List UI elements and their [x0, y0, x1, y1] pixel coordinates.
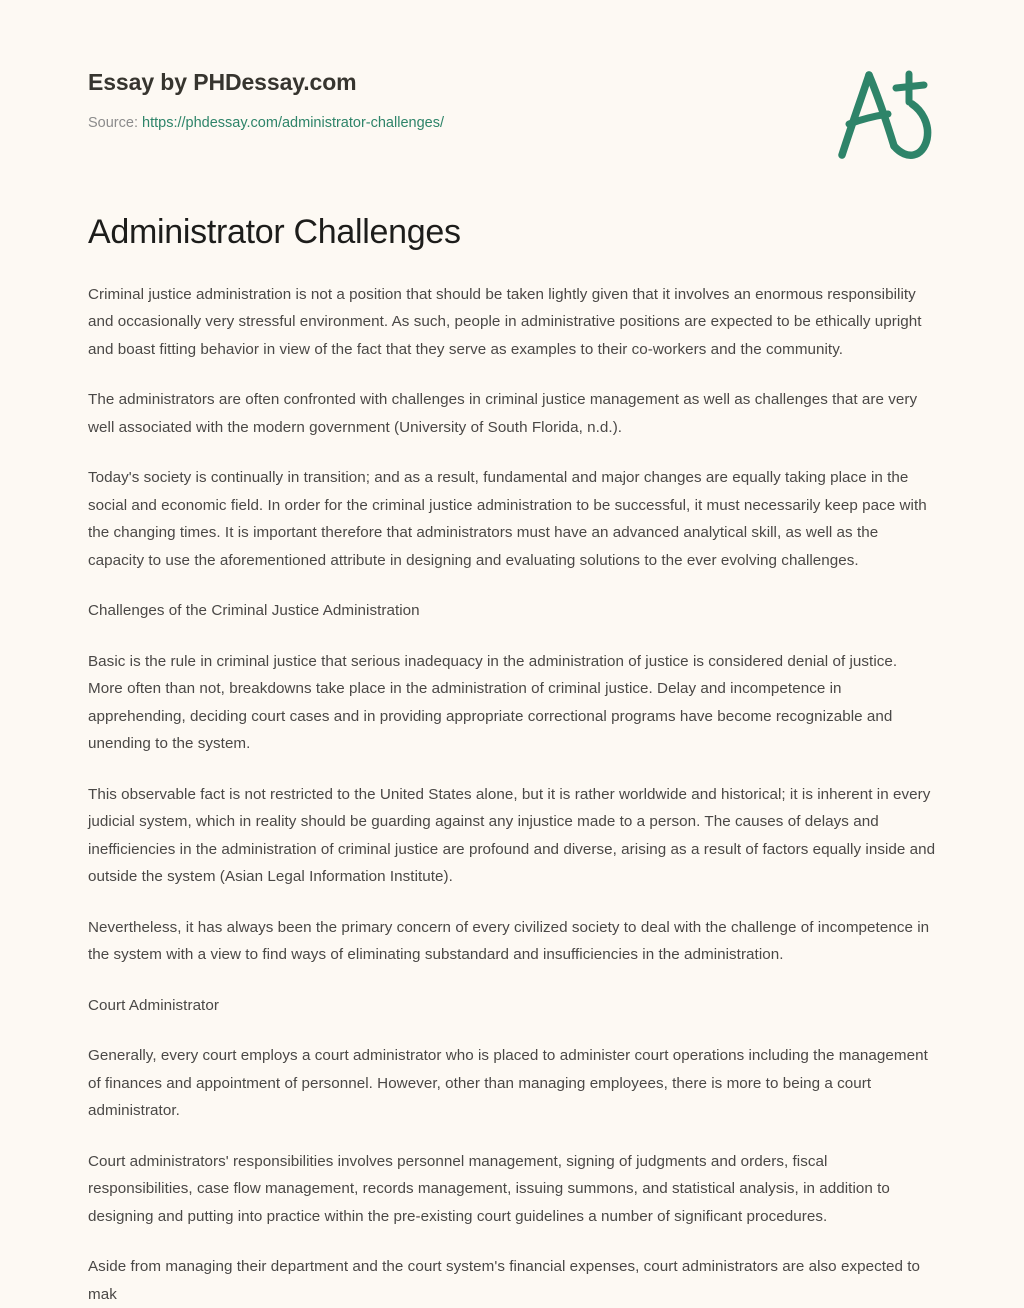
- section-heading: Court Administrator: [88, 996, 219, 1014]
- paragraph: The administrators are often confronted with challenges in criminal justice management as well as challenges that are very well associated with the modern government (University of South Florida, n.d.).: [88, 391, 918, 436]
- source-label: Source:: [88, 114, 138, 131]
- paragraph-truncated: Aside from managing their department and the court system's financial expenses, court administrators are also expected to mak: [88, 1258, 921, 1303]
- section-heading: Challenges of the Criminal Justice Administration: [88, 602, 420, 620]
- source-url-link[interactable]: https://phdessay.com/administrator-challenges/: [142, 114, 444, 131]
- page-title: Administrator Challenges: [88, 213, 461, 251]
- a-plus-logo: [828, 62, 946, 170]
- paragraph: Today's society is continually in transition; and as a result, fundamental and major changes are equally taking place in the social and economic field. In order for the criminal justice administration to be successful, it must necessarily keep pace with the changing times. It is important therefore that administrators must have an advanced analytical skill, as well as the capacity to use the aforementioned attribute in designing and evaluating solutions to the ever evolving challenges.: [88, 469, 927, 569]
- paragraph: This observable fact is not restricted to the United States alone, but it is rather worldwide and historical; it is inherent in every judicial system, which in reality should be guarding against any injustice made to a person. The causes of delays and inefficiencies in the administration of criminal justice are profound and diverse, arising as a result of factors equally inside and outside the system (Asian Legal Information Institute).: [88, 785, 936, 886]
- brand-title: Essay by PHDessay.com: [88, 69, 357, 95]
- article: [88, 212, 936, 1308]
- article-body: [88, 281, 936, 1308]
- document-header: [0, 0, 1024, 190]
- paragraph: Basic is the rule in criminal justice that serious inadequacy in the administration of justice is considered denial of justice. More often than not, breakdowns take place in the administration of criminal justice. Delay and incompetence in apprehending, deciding court cases and in providing appropriate correctional programs have become recognizable and unending to the system.: [88, 652, 898, 753]
- a-plus-logo-icon: [828, 62, 946, 170]
- paragraph: Court administrators' responsibilities involves personnel management, signing of judgments and orders, fiscal responsibilities, case flow management, records management, issuing summons, and statistical analysis, in addition to designing and putting into practice within the pre-existing court guidelines a number of significant procedures.: [88, 1152, 890, 1225]
- source-line: [88, 114, 444, 133]
- paragraph: Generally, every court employs a court administrator who is placed to administer court operations including the management of finances and appointment of personnel. However, other than managing employees, there is more to being a court administrator.: [88, 1047, 928, 1120]
- paragraph: Criminal justice administration is not a position that should be taken lightly given that it involves an enormous responsibility and occasionally very stressful environment. As such, people in administrative positions are expected to be ethically upright and boast fitting behavior in view of the fact that they serve as examples to their co-workers and the community.: [88, 285, 922, 358]
- brand-block: [88, 68, 444, 133]
- paragraph: Nevertheless, it has always been the primary concern of every civilized society to deal with the challenge of incompetence in the system with a view to find ways of eliminating substandard and insufficiencies in the administration.: [88, 918, 930, 964]
